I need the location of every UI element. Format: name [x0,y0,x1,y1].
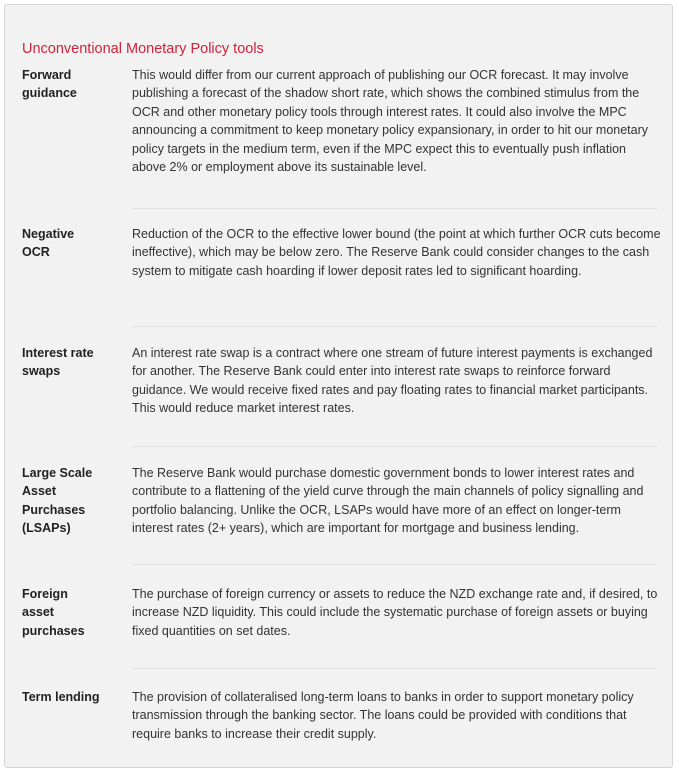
tool-row-interest-rate-swaps [22,344,657,418]
row-divider [132,208,657,209]
row-divider [132,326,657,327]
tool-name: Term lending [22,690,100,704]
tool-description: The purchase of foreign currency or assets to reduce the NZD exchange rate and, if desired, to increase NZD liquidity. This could include the systematic purchase of foreign assets or buying fixed quantities on set dates. [132,587,658,638]
tool-name: Interest rate swaps [22,346,94,379]
tool-row-forward-guidance [22,66,657,175]
tool-row-lsaps [22,464,657,538]
tool-name: Forward guidance [22,68,77,101]
tool-name: Large Scale Asset Purchases (LSAPs) [22,466,93,536]
tool-description: Reduction of the OCR to the effective lower bound (the point at which further OCR cuts become ineffective), which may be below zero. The Reserve Bank could consider changes to the cash system to mitigate cash hoarding if lower deposit rates led to significant hoarding. [132,227,661,278]
row-divider [132,446,657,447]
tool-description: This would differ from our current approach of publishing our OCR forecast. It may involve publishing a forecast of the shadow short rate, which shows the combined stimulus from the OCR and other monetary policy tools through interest rates. It could also involve the MPC announcing a commitment to keep monetary policy expansionary, in order to hit our monetary policy targets in the medium term, even if the MPC expect this to eventually push inflation above 2% or employment above its sustainable level. [132,68,649,175]
row-divider [132,668,657,669]
tool-row-term-lending [22,688,657,744]
panel-title: Unconventional Monetary Policy tools [22,41,264,57]
row-divider [132,564,657,565]
tool-row-foreign-asset-purchases [22,585,657,641]
tool-description: An interest rate swap is a contract where one stream of future interest payments is exchanged for another. The Reserve Bank could enter into interest rate swaps to reinforce forward guidance. We would receive fixed rates and pay floating rates to financial market participants. This would reduce market interest rates. [132,346,653,416]
tool-name: Foreign asset purchases [22,587,85,638]
tool-row-negative-ocr [22,225,661,299]
tool-description: The Reserve Bank would purchase domestic government bonds to lower interest rates and contribute to a flattening of the yield curve through the main channels of policy signalling and portfolio balancing. Unlike the OCR, LSAPs would have more of an effect on longer-term interest rates (2+ years), which are important for mortgage and business lending. [132,466,644,536]
tool-description: The provision of collateralised long-term loans to banks in order to support monetary policy transmission through the banking sector. The loans could be provided with conditions that require banks to increase their credit supply. [132,690,634,741]
tool-name: Negative OCR [22,227,75,260]
policy-tools-panel [4,4,673,768]
tools-list [22,66,661,744]
